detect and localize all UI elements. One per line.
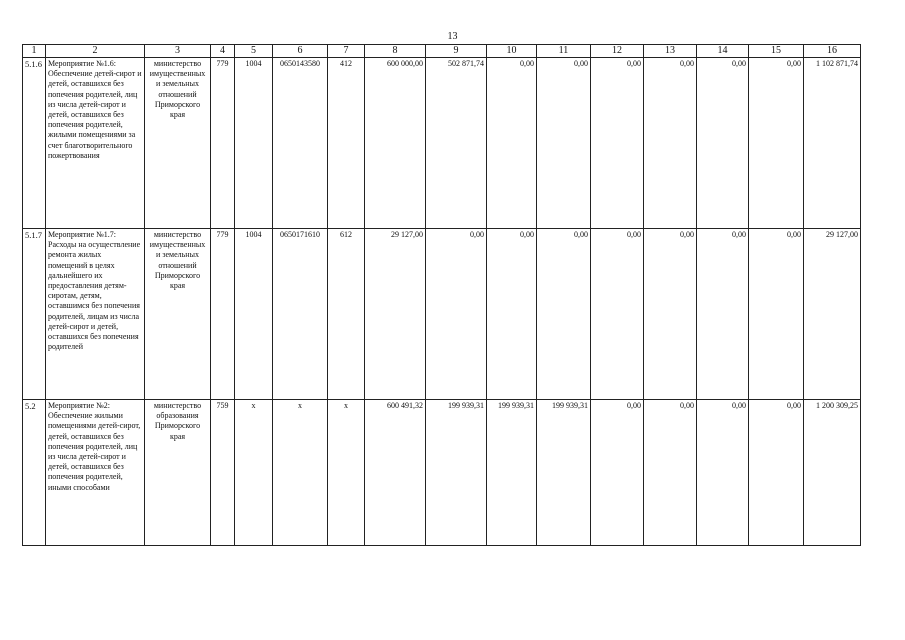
measure-name: Мероприятие №1.7: Расходы на осуществление ремонта жилых помещений в целях дальнейшего их предоставления детям-сиротам, детям, оставшимся без попечения родителей, лицам из числа детей-сирот и детей, оставшихся без попечения родителей <box>46 229 145 400</box>
measure-name: Мероприятие №2: Обеспечение жилыми помещениями детей-сирот, детей, оставшихся без попечения родителей, лиц из числа детей-сирот и детей, оставшихся без попечения родителей, иными способами <box>46 400 145 546</box>
cell-c15: 0,00 <box>749 229 804 400</box>
cell-c7: 612 <box>328 229 365 400</box>
column-header: 2 <box>46 45 145 58</box>
cell-c6: 0650143580 <box>273 58 328 229</box>
cell-c14: 0,00 <box>697 400 749 546</box>
cell-c15: 0,00 <box>749 58 804 229</box>
cell-c7: 412 <box>328 58 365 229</box>
table-row <box>23 58 861 229</box>
column-header: 13 <box>644 45 697 58</box>
cell-c14: 0,00 <box>697 58 749 229</box>
cell-c12: 0,00 <box>591 400 644 546</box>
cell-c6: x <box>273 400 328 546</box>
cell-c13: 0,00 <box>644 400 697 546</box>
column-header: 9 <box>426 45 487 58</box>
column-header: 5 <box>235 45 273 58</box>
cell-c11: 199 939,31 <box>537 400 591 546</box>
cell-c15: 0,00 <box>749 400 804 546</box>
cell-c6: 0650171610 <box>273 229 328 400</box>
cell-c16: 29 127,00 <box>804 229 861 400</box>
measure-name: Мероприятие №1.6: Обеспечение детей-сирот и детей, оставшихся без попечения родителей, лиц из числа детей-сирот и детей, оставшихся без попечения родителей, жилыми помещениями за счет благотворительного пожертвования <box>46 58 145 229</box>
column-header: 14 <box>697 45 749 58</box>
cell-c8: 29 127,00 <box>365 229 426 400</box>
column-header: 7 <box>328 45 365 58</box>
table-row <box>23 400 861 546</box>
column-number-row <box>23 45 861 58</box>
column-header: 15 <box>749 45 804 58</box>
cell-c9: 502 871,74 <box>426 58 487 229</box>
table-row <box>23 229 861 400</box>
cell-c4: 779 <box>211 58 235 229</box>
cell-c14: 0,00 <box>697 229 749 400</box>
column-header: 12 <box>591 45 644 58</box>
cell-c10: 0,00 <box>487 58 537 229</box>
budget-table <box>22 44 861 546</box>
cell-c13: 0,00 <box>644 229 697 400</box>
cell-c16: 1 200 309,25 <box>804 400 861 546</box>
cell-c11: 0,00 <box>537 229 591 400</box>
cell-c13: 0,00 <box>644 58 697 229</box>
column-header: 16 <box>804 45 861 58</box>
row-code: 5.2 <box>23 400 46 546</box>
cell-c11: 0,00 <box>537 58 591 229</box>
cell-c10: 199 939,31 <box>487 400 537 546</box>
row-code: 5.1.6 <box>23 58 46 229</box>
column-header: 6 <box>273 45 328 58</box>
column-header: 8 <box>365 45 426 58</box>
cell-c9: 199 939,31 <box>426 400 487 546</box>
cell-c8: 600 000,00 <box>365 58 426 229</box>
row-code: 5.1.7 <box>23 229 46 400</box>
cell-c5: x <box>235 400 273 546</box>
cell-c10: 0,00 <box>487 229 537 400</box>
executor: министерство образования Приморского края <box>145 400 211 546</box>
column-header: 1 <box>23 45 46 58</box>
cell-c4: 759 <box>211 400 235 546</box>
cell-c7: x <box>328 400 365 546</box>
page-number: 13 <box>447 31 458 42</box>
column-header: 4 <box>211 45 235 58</box>
cell-c12: 0,00 <box>591 58 644 229</box>
cell-c4: 779 <box>211 229 235 400</box>
column-header: 11 <box>537 45 591 58</box>
cell-c5: 1004 <box>235 58 273 229</box>
executor: министерство имущественных и земельных отношений Приморского края <box>145 229 211 400</box>
cell-c9: 0,00 <box>426 229 487 400</box>
executor: министерство имущественных и земельных отношений Приморского края <box>145 58 211 229</box>
cell-c12: 0,00 <box>591 229 644 400</box>
column-header: 10 <box>487 45 537 58</box>
cell-c8: 600 491,32 <box>365 400 426 546</box>
column-header: 3 <box>145 45 211 58</box>
cell-c5: 1004 <box>235 229 273 400</box>
cell-c16: 1 102 871,74 <box>804 58 861 229</box>
